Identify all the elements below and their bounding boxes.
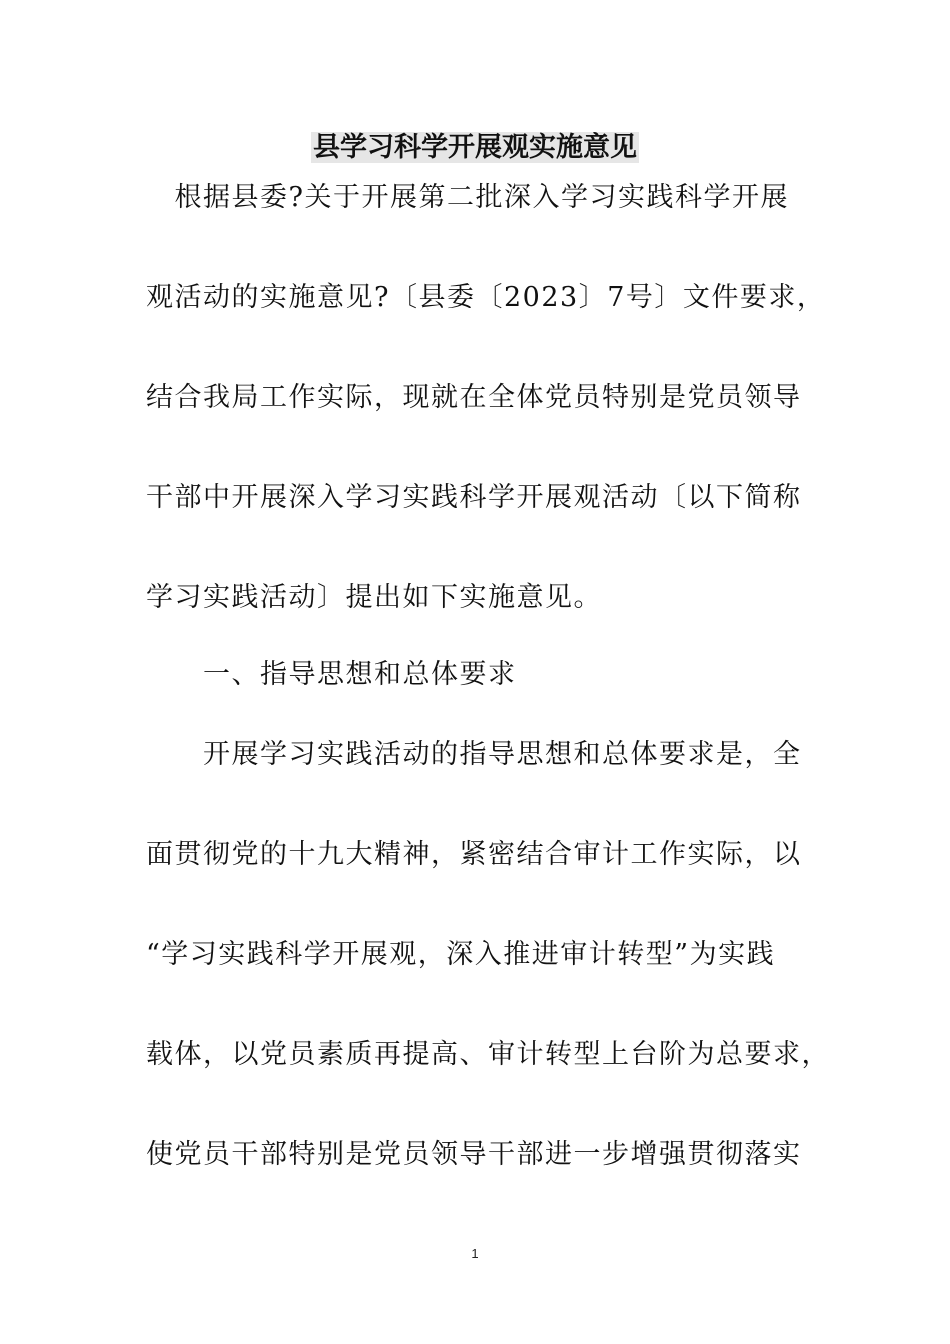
page-number: 1 (471, 1246, 479, 1261)
body-line-2: 观活动的实施意见?〔县委〔2023〕7号〕文件要求， (146, 282, 826, 313)
body-line-3: 结合我局工作实际，现就在全体党员特别是党员领导 (146, 382, 802, 413)
document-title (0, 128, 950, 168)
body-line-9: 载体，以党员素质再提高、审计转型上台阶为总要求， (146, 1039, 830, 1070)
body-line-6: 开展学习实践活动的指导思想和总体要求是，全 (146, 739, 802, 770)
body-line-4: 干部中开展深入学习实践科学开展观活动〔以下简称 (146, 482, 802, 513)
body-line-5: 学习实践活动〕提出如下实施意见。 (146, 582, 602, 613)
body-line-1: 根据县委?关于开展第二批深入学习实践科学开展 (146, 182, 789, 213)
section-heading-1: 一、指导思想和总体要求 (146, 659, 517, 690)
document-title-text: 县学习科学开展观实施意见 (313, 132, 637, 163)
body-line-8: “学习实践科学开展观，深入推进审计转型”为实践 (146, 939, 776, 970)
body-line-7: 面贯彻党的十九大精神，紧密结合审计工作实际，以 (146, 839, 802, 870)
body-line-10: 使党员干部特别是党员领导干部进一步增强贯彻落实 (146, 1139, 802, 1170)
